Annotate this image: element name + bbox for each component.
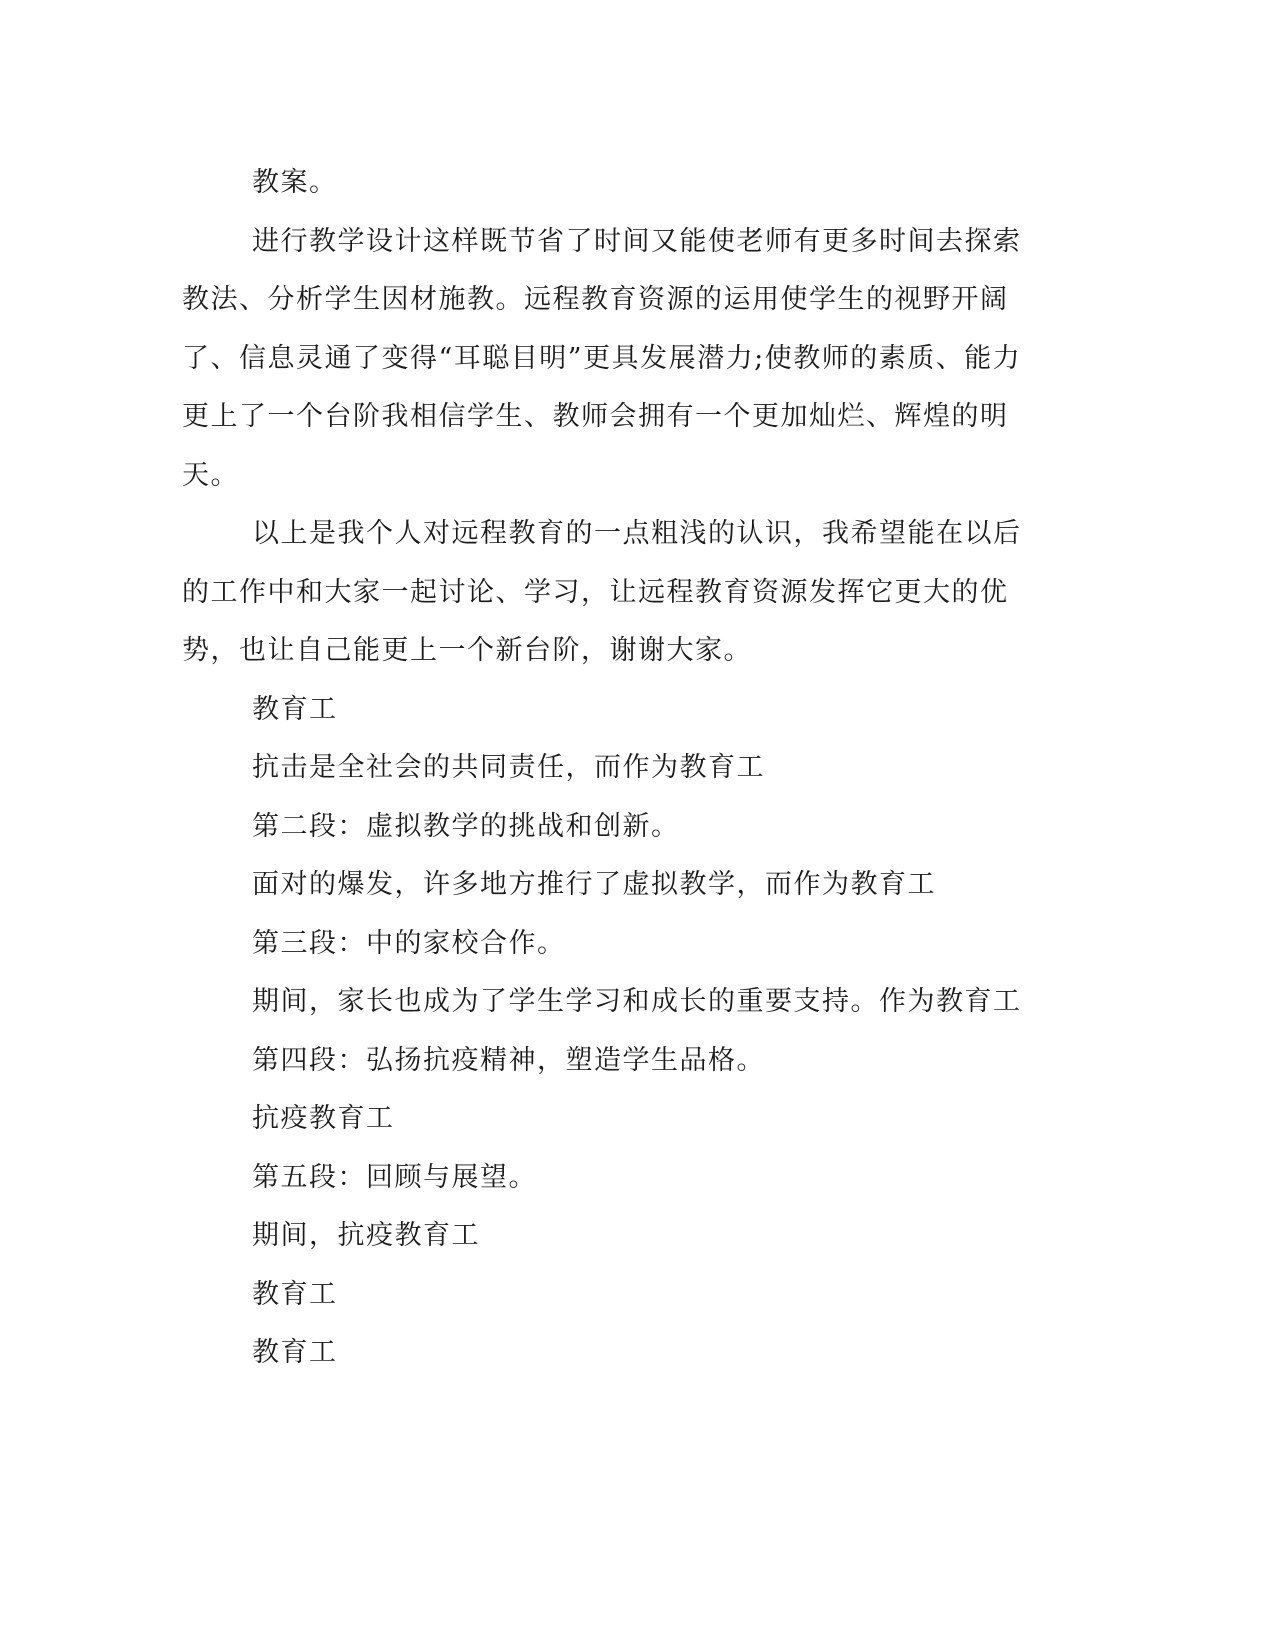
paragraph-lesson-plan: 教案。 xyxy=(252,167,338,198)
text-line: 抗击是全社会的共同责任，而作为教育工 xyxy=(252,752,765,783)
section-heading-2: 第二段：虚拟教学的挑战和创新。 xyxy=(252,810,680,842)
text-line: 教育工 xyxy=(252,1278,338,1310)
paragraph-conclusion: 以上是我个人对远程教育的一点粗浅的认识，我希望能在以后的工作中和大家一起讨论、学习，让远程教育资源发挥它更大的优势，也让自己能更上一个新台阶，谢谢大家。 xyxy=(182,518,1022,666)
section-heading-4: 第四段：弘扬抗疫精神，塑造学生品格。 xyxy=(252,1044,765,1076)
text-line: 抗疫教育工 xyxy=(252,1103,395,1134)
text-line: 期间，抗疫教育工 xyxy=(252,1220,480,1251)
document-body xyxy=(182,154,1032,1383)
text-line: 教育工 xyxy=(252,1337,338,1368)
paragraph-teaching-design: 进行教学设计这样既节省了时间又能使老师有更多时间去探索教法、分析学生因材施教。远程教育资源的运用使学生的视野开阔了、信息灵通了变得“耳聪目明”更具发展潜力;使教师的素质、能力更上了一个台阶我相信学生、教师会拥有一个更加灿烂、辉煌的明天。 xyxy=(182,225,1022,491)
section-heading-5: 第五段：回顾与展望。 xyxy=(252,1161,537,1193)
text-line: 教育工 xyxy=(252,693,338,725)
section-heading-3: 第三段：中的家校合作。 xyxy=(252,927,566,959)
text-line: 面对的爆发，许多地方推行了虚拟教学，而作为教育工 xyxy=(252,869,936,900)
text-line: 期间，家长也成为了学生学习和成长的重要支持。作为教育工 xyxy=(252,986,1022,1017)
